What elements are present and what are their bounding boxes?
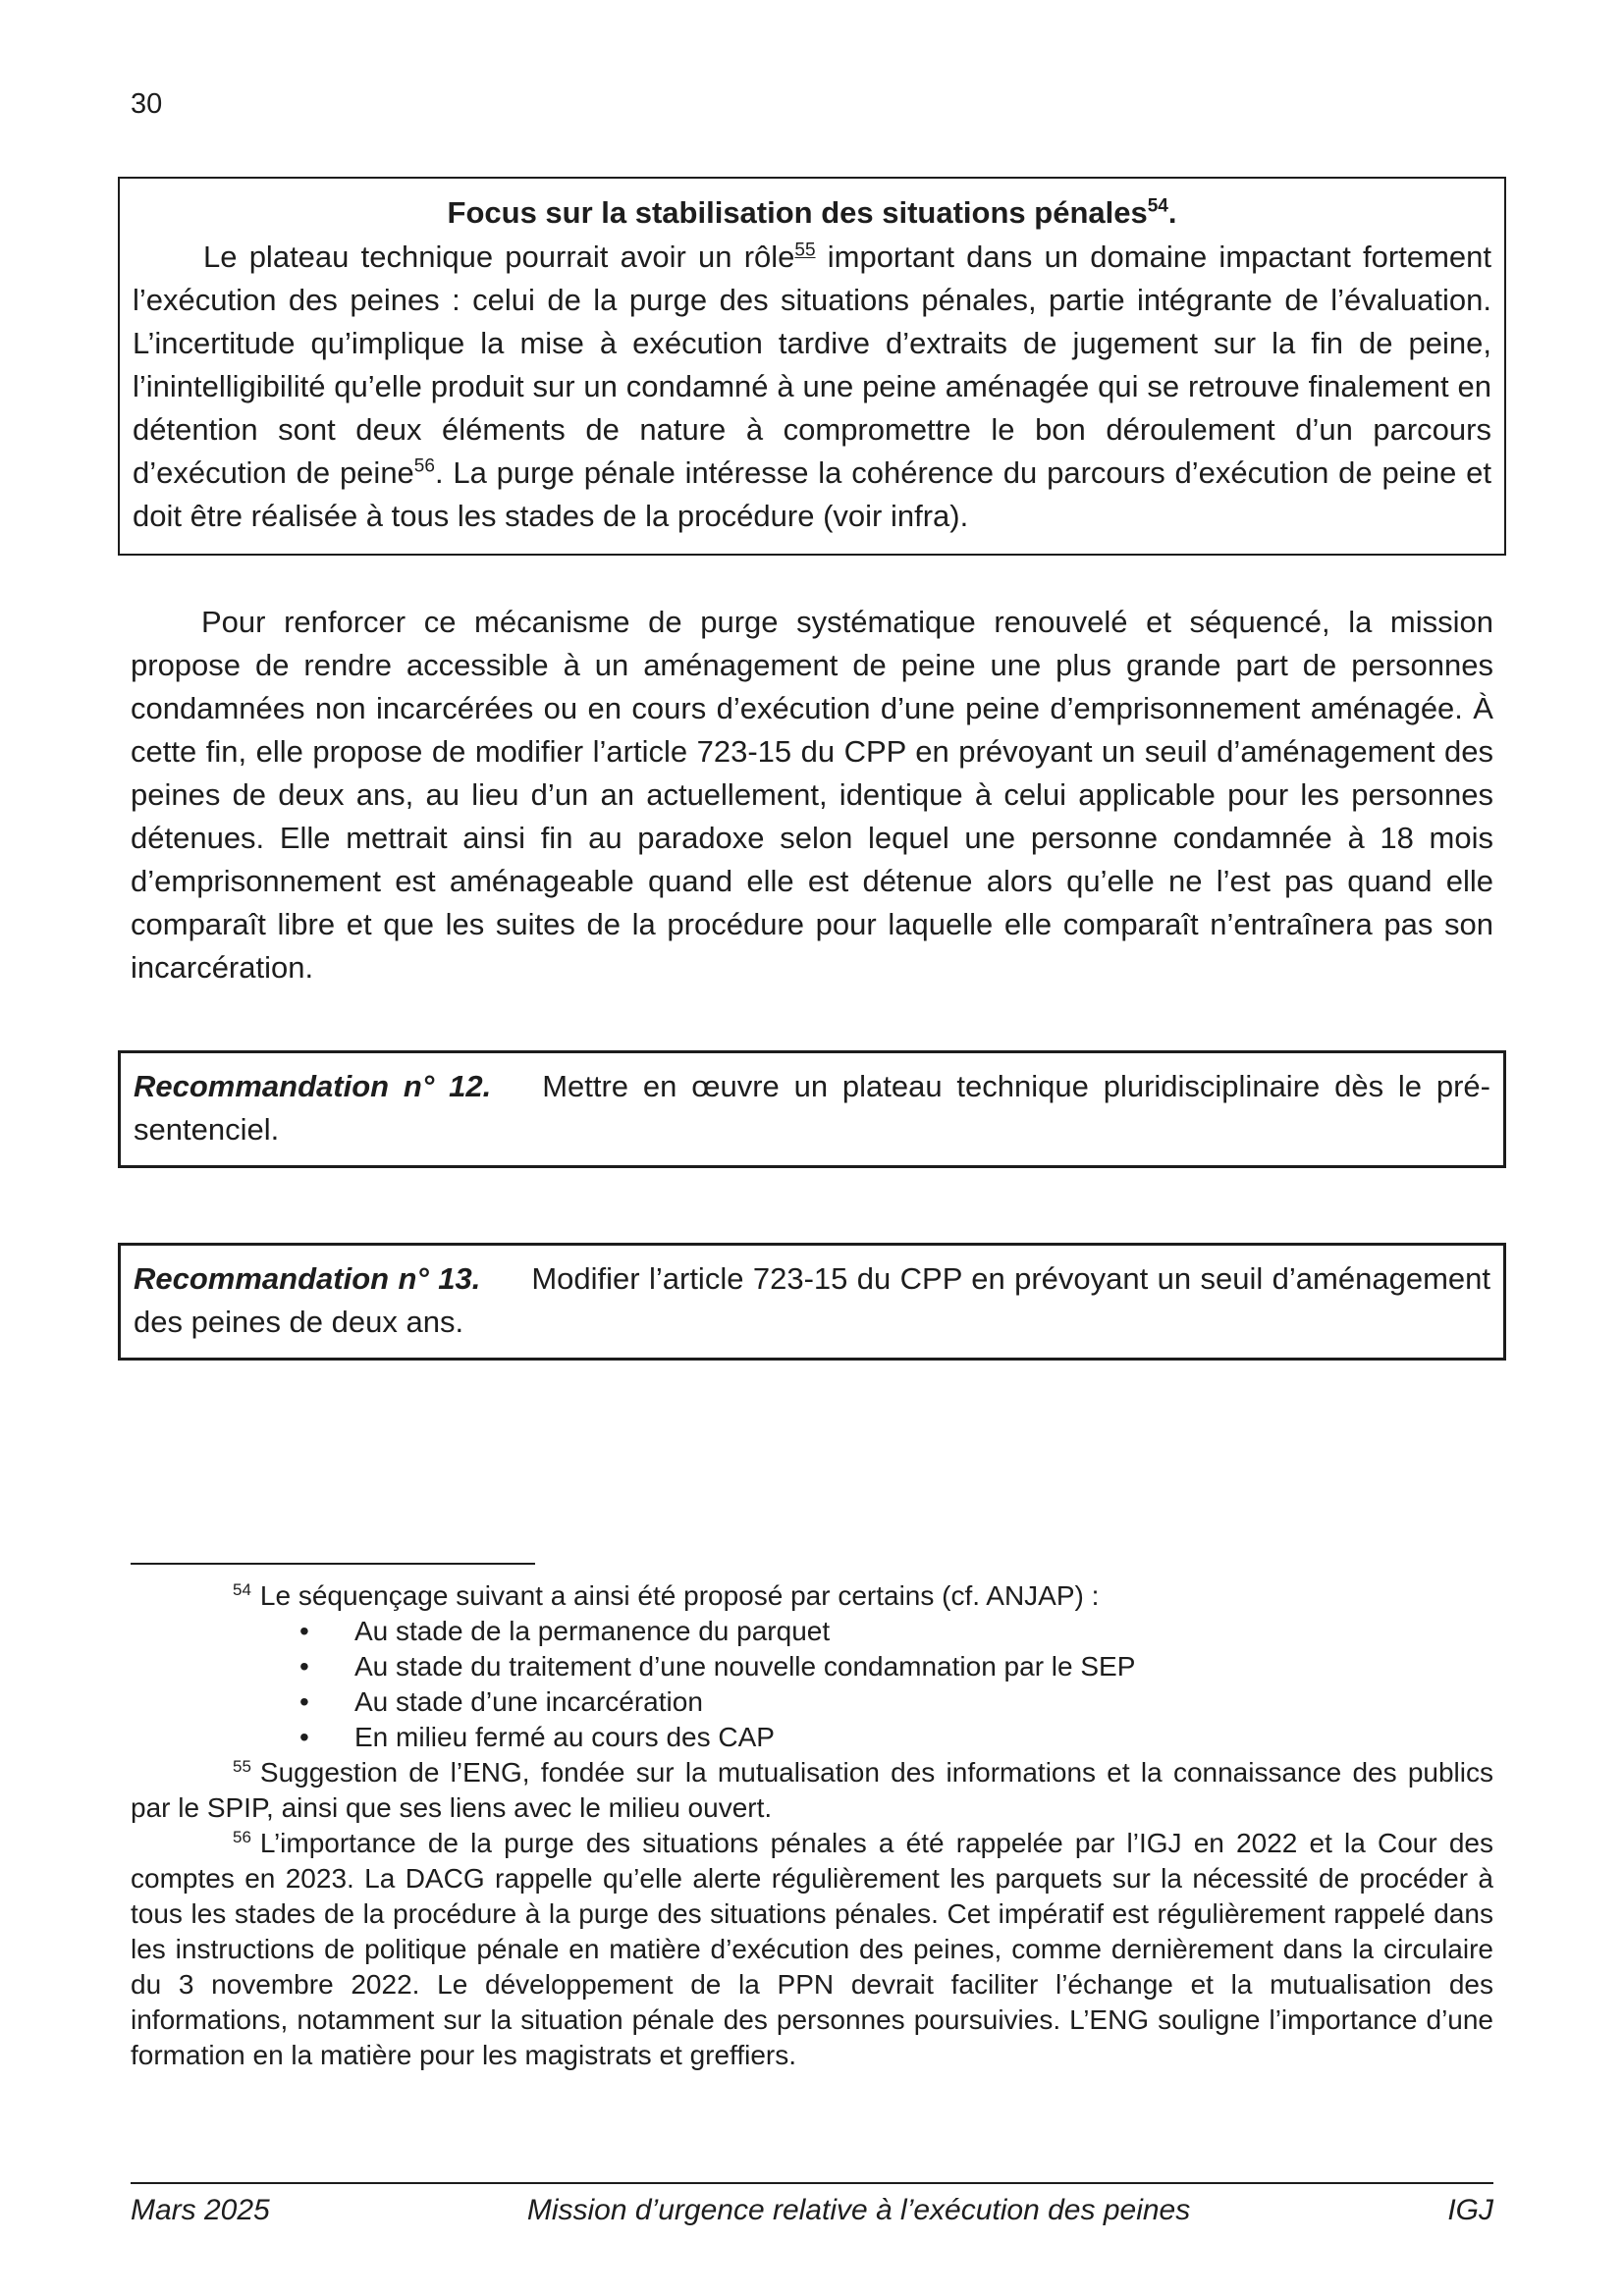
bullet-icon: •: [299, 1686, 309, 1717]
bullet-item-text: En milieu fermé au cours des CAP: [354, 1722, 775, 1752]
recommendation-box-12: [118, 1050, 1506, 1168]
page-number: 30: [131, 88, 163, 120]
footnote-55-number: 55: [233, 1756, 251, 1776]
footnote-55: [131, 1755, 1493, 1826]
recommendation-12-label: Recommandation n° 12.: [134, 1069, 492, 1103]
footnote-56: [131, 1826, 1493, 2073]
footnote-54-number: 54: [233, 1579, 251, 1599]
bullet-item: [299, 1720, 1493, 1755]
bullet-item: [299, 1649, 1493, 1684]
footer-date: Mars 2025: [131, 2194, 270, 2226]
bullet-icon: •: [299, 1616, 309, 1646]
footnote-56-number: 56: [233, 1827, 251, 1846]
footnote-54-text: Le séquençage suivant a ainsi été proposé par certains (cf. ANJAP) :: [259, 1580, 1100, 1611]
recommendation-13-label: Recommandation n° 13.: [134, 1261, 481, 1296]
page-footer: [131, 2182, 1493, 2227]
bullet-icon: •: [299, 1722, 309, 1752]
recommendation-13-text: Modifier l’article 723-15 du CPP en prévoyant un seuil d’aménagement des peines de deux ans.: [134, 1261, 1490, 1339]
focus-title: [133, 190, 1491, 236]
focus-body-text-3: . La purge pénale intéresse la cohérence du parcours d’exécution de peine et doit être réalisée à tous les stades de la procédure (voir infra).: [133, 455, 1491, 533]
footnote-54-bullet-list: [299, 1614, 1493, 1755]
footnote-separator: [131, 1563, 535, 1565]
focus-body-text-1: Le plateau technique pourrait avoir un rôle: [203, 240, 795, 274]
footnotes-section: [131, 1563, 1493, 2073]
bullet-item-text: Au stade d’une incarcération: [354, 1686, 703, 1717]
footnote-56-text: L’importance de la purge des situations pénales a été rappelée par l’IGJ en 2022 et la Cour des comptes en 2023. La DACG rappelle qu’elle alerte régulièrement les parquets sur la nécessité de procéder à tous les stades de la procédure à la purge des situations pénales. Cet impératif est régulièrement rappelé dans les instructions de politique pénale en matière d’exécution des peines, comme dernièrement dans la circulaire du 3 novembre 2022. Le développement de la PPN devrait faciliter l’échange et la mutualisation des informations, notamment sur la situation pénale des personnes poursuivies. L’ENG souligne l’importance d’une formation en la matière pour les magistrats et greffiers.: [131, 1828, 1493, 2070]
recommendation-12-content: [134, 1065, 1490, 1151]
footer-organization: IGJ: [1447, 2194, 1493, 2226]
footer-report-title: Mission d’urgence relative à l’exécution des peines: [526, 2194, 1191, 2226]
footnote-ref-56: 56: [413, 455, 435, 477]
bullet-item: [299, 1614, 1493, 1649]
focus-title-text: Focus sur la stabilisation des situations pénales: [447, 195, 1148, 230]
bullet-item: [299, 1684, 1493, 1720]
bullet-icon: •: [299, 1651, 309, 1682]
footnote-55-text: Suggestion de l’ENG, fondée sur la mutualisation des informations et la connaissance des publics par le SPIP, ainsi que ses liens avec le milieu ouvert.: [131, 1757, 1493, 1823]
focus-body: [133, 236, 1491, 538]
footnote-ref-55[interactable]: 55: [794, 240, 816, 261]
focus-box: [118, 177, 1506, 556]
recommendation-box-13: [118, 1243, 1506, 1361]
focus-title-period: .: [1167, 195, 1177, 230]
footnote-ref-54: 54: [1147, 195, 1168, 217]
main-paragraph: Pour renforcer ce mécanisme de purge systématique renouvelé et séquencé, la mission propose de rendre accessible à un aménagement de peine une plus grande part de personnes condamnées non incarcérées ou en cours d’exécution d’une peine d’emprisonnement aménagée. À cette fin, elle propose de modifier l’article 723-15 du CPP en prévoyant un seuil d’aménagement des peines de deux ans, au lieu d’un an actuellement, identique à celui applicable pour les personnes détenues. Elle mettrait ainsi fin au paradoxe selon lequel une personne condamnée à 18 mois d’emprisonnement est aménageable quand elle est détenue alors qu’elle ne l’est pas quand elle comparaît libre et que les suites de la procédure pour laquelle elle comparaît n’entraînera pas son incarcération.: [131, 605, 1493, 985]
recommendation-12-text: Mettre en œuvre un plateau technique pluridisciplinaire dès le pré-sentenciel.: [134, 1069, 1490, 1147]
focus-body-text-2: important dans un domaine impactant fortement l’exécution des peines : celui de la purge des situations pénales, partie intégrante de l’évaluation. L’incertitude qu’implique la mise à exécution tardive d’extraits de jugement sur la fin de peine, l’inintelligibilité qu’elle produit sur un condamné à une peine aménagée qui se retrouve finalement en détention sont deux éléments de nature à compromettre le bon déroulement d’un parcours d’exécution de peine: [133, 240, 1491, 490]
bullet-item-text: Au stade du traitement d’une nouvelle condamnation par le SEP: [354, 1651, 1136, 1682]
recommendation-13-content: [134, 1257, 1490, 1344]
bullet-item-text: Au stade de la permanence du parquet: [354, 1616, 831, 1646]
footnote-54: [131, 1578, 1493, 1614]
